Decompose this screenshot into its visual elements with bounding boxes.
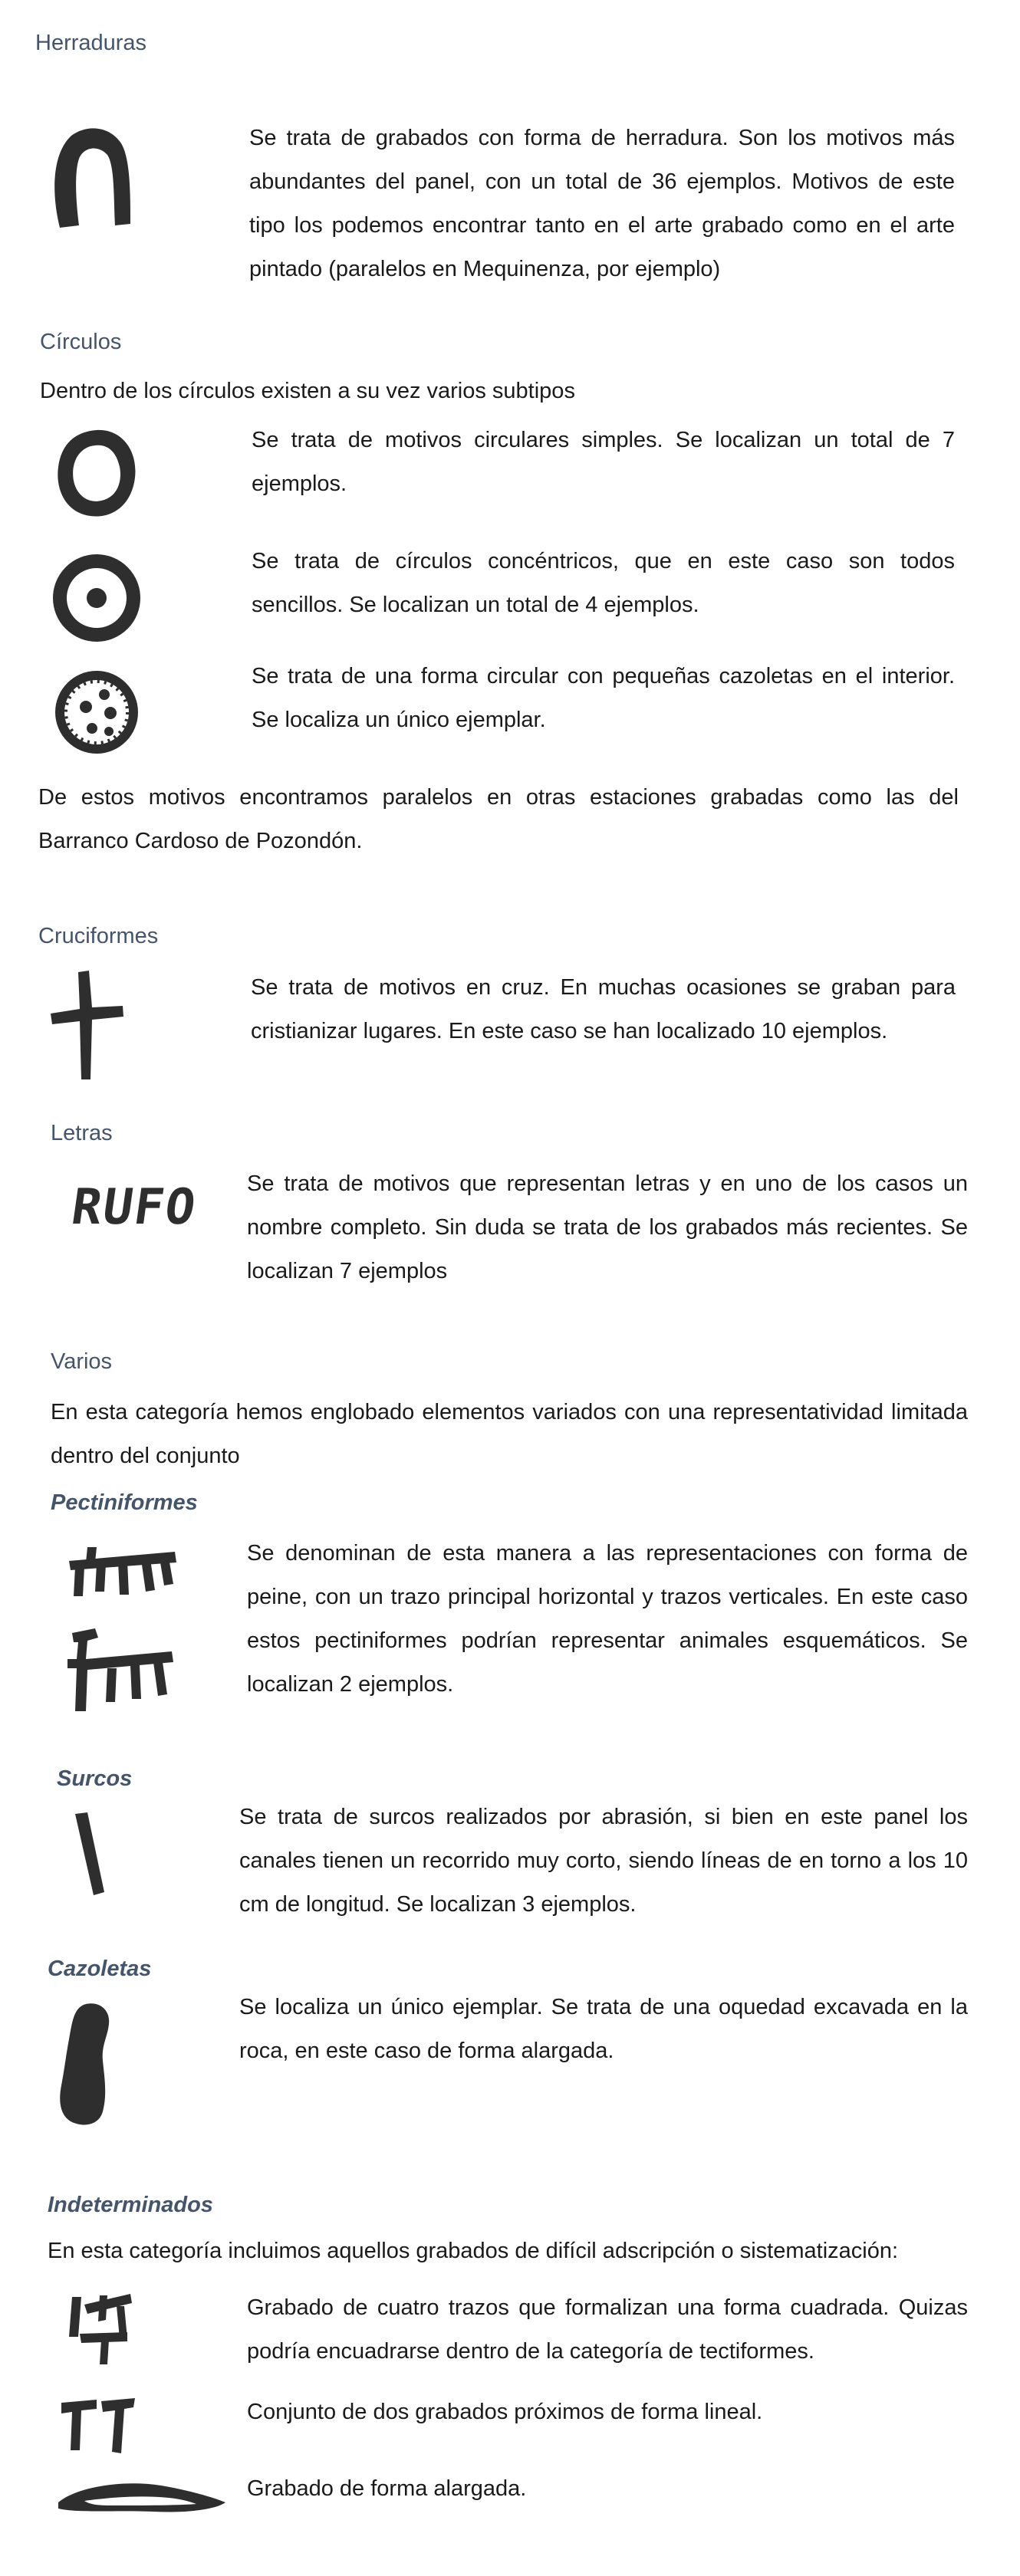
circulos-intro: Dentro de los círculos existen a su vez varios subtipos [40,379,575,403]
cazoletas-description: Se localiza un único ejemplar. Se trata de una oquedad excavada en la roca, en este caso de forma alargada. [239,1995,968,2063]
indeterminado-3-description: Grabado de forma alargada. [247,2476,527,2501]
cross-engraving-icon [48,968,128,1083]
simple-circle-icon [51,424,143,524]
circulos-concentric-description: Se trata de círculos concéntricos, que en este caso son todos sencillos. Se localizan un total de 4 ejemplos. [252,549,955,617]
section-title-indeterminados: Indeterminados [48,2193,213,2217]
surcos-description: Se trata de surcos realizados por abrasión, si bien en este panel los canales tienen un recorrido muy corto, siendo líneas de en torno a los 10 cm de longitud. Se localizan 3 ejemplos. [239,1805,968,1917]
concentric-circle-icon [51,548,143,648]
pectiniform-engraving-2-icon [64,1625,179,1717]
subsection-title-surcos: Surcos [57,1766,133,1791]
herraduras-description: Se trata de grabados con forma de herradura. Son los motivos más abundantes del panel, con un total de 36 ejemplos. Motivos de este tipo los podemos encontrar tanto en el arte grabado como en el arte pintado (paralelos en Mequinenza, por ejemplo) [249,126,955,281]
subsection-title-cazoletas: Cazoletas [48,1957,152,1981]
section-title-circulos: Círculos [40,330,122,354]
cruciformes-description: Se trata de motivos en cruz. En muchas ocasiones se graban para cristianizar lugares. En este caso se han localizado 10 ejemplos. [251,975,956,1043]
indeterminados-intro: En esta categoría incluimos aquellos grabados de difícil adscripción o sistematización: [48,2239,899,2263]
circulos-outro: De estos motivos encontramos paralelos en otras estaciones grabadas como las del Barranco Cardoso de Pozondón. [38,785,959,853]
pectiniform-engraving-icon [64,1541,179,1602]
groove-engraving-icon [67,1809,114,1901]
section-title-letras: Letras [51,1121,113,1145]
section-title-cruciformes: Cruciformes [38,924,159,948]
section-title-herraduras: Herraduras [35,31,147,55]
varios-intro: En esta categoría hemos englobado elementos variados con una representatividad limitada dentro del conjunto [51,1400,968,1468]
indeterminado-1-description: Grabado de cuatro trazos que formalizan una forma cuadrada. Quizas podría encuadrarse dentro de la categoría de tectiformes. [247,2295,968,2364]
horseshoe-engraving-icon [44,124,137,232]
square-four-strokes-engraving-icon [61,2291,138,2367]
indeterminado-2-description: Conjunto de dos grabados próximos de forma lineal. [247,2400,763,2424]
cupmark-engraving-icon [55,1999,124,2130]
section-title-varios: Varios [51,1349,113,1374]
elongated-engraving-icon [54,2472,230,2518]
two-lines-engraving-icon [58,2395,143,2456]
pectiniformes-description: Se denominan de esta manera a las representaciones con forma de peine, con un trazo principal horizontal y trazos verticales. En este caso estos pectiniformes podrían representar animales esquemáticos. Se localizan 2 ejemplos. [247,1541,968,1697]
letras-description: Se trata de motivos que representan letras y en uno de los casos un nombre completo. Sin duda se trata de los grabados más recientes. Se localizan 7 ejemplos [247,1171,968,1283]
rufo-letters-engraving-icon: RUFO [67,1179,201,1236]
subsection-title-pectiniformes: Pectiniformes [51,1490,198,1515]
circulos-dotted-description: Se trata de una forma circular con pequeñas cazoletas en el interior. Se localiza un único ejemplar. [252,664,955,732]
dotted-circle-icon [49,662,145,762]
circulos-simple-description: Se trata de motivos circulares simples. Se localizan un total de 7 ejemplos. [252,428,955,496]
